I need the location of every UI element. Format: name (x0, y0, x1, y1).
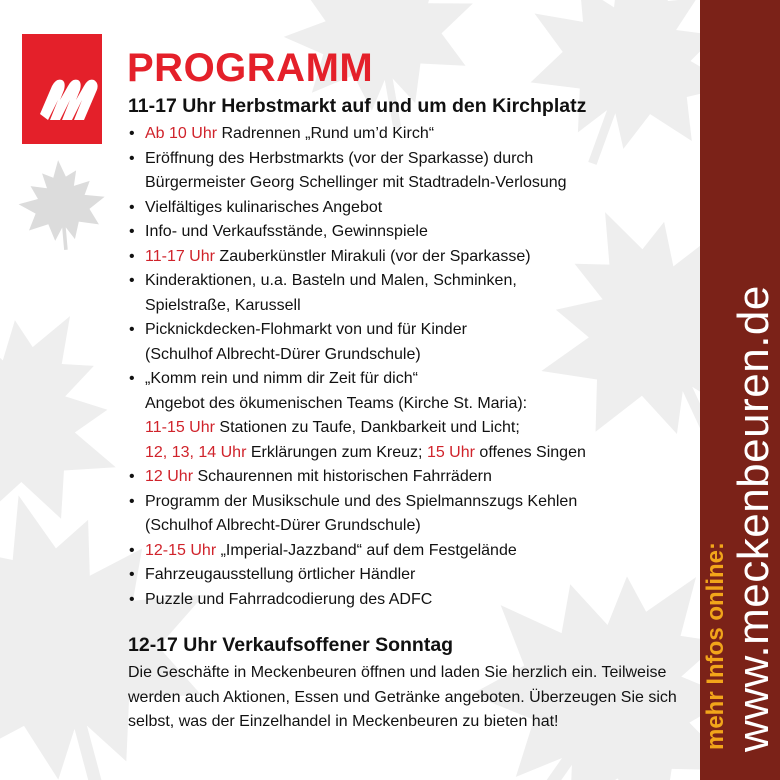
program-item-line (145, 343, 687, 368)
program-item-text: Puzzle und Fahrradcodierung des ADFC (145, 590, 433, 608)
program-item-line (145, 416, 687, 441)
program-item-line (145, 318, 687, 343)
program-item-text: „Imperial-Jazzband“ auf dem Festgelände (216, 541, 517, 559)
program-item-text: Zauberkünstler Mirakuli (vor der Sparkasse) (214, 247, 531, 265)
program-item-line (145, 490, 687, 515)
program-item-text: Schaurennen mit historischen Fahrrädern (193, 468, 492, 485)
program-item (127, 196, 687, 221)
program-item-line (145, 147, 687, 172)
program-item-text: Info- und Verkaufsstände, Gewinnspiele (145, 223, 428, 240)
program-item-text: Bürgermeister Georg Schellinger mit Stadtradeln-Verlosung (145, 174, 567, 191)
program-item-text: Fahrzeugausstellung örtlicher Händler (145, 566, 416, 583)
program-item-line (145, 171, 687, 196)
time-highlight: 12 Uhr (145, 468, 194, 485)
sidebar-banner (700, 0, 780, 780)
program-item (127, 367, 687, 465)
program-item (127, 465, 687, 490)
program-item-text: Angebot des ökumenischen Teams (Kirche St. Maria): (145, 394, 528, 412)
program-item-text: Radrennen „Rund um’d Kirch“ (217, 125, 435, 142)
program-item-line (145, 269, 687, 294)
website-url[interactable]: www.meckenbeuren.de (729, 285, 778, 752)
section-heading-verkaufsoffener-sonntag: 12-17 Uhr Verkaufsoffener Sonntag (128, 634, 454, 656)
page-title: PROGRAMM (127, 46, 374, 90)
program-item-line (145, 294, 687, 319)
m-logo-icon (22, 34, 102, 144)
program-item-text: (Schulhof Albrecht-Dürer Grundschule) (145, 345, 421, 363)
program-item-line (145, 220, 687, 245)
program-item-text: Stationen zu Taufe, Dankbarkeit und Licht; (214, 419, 520, 436)
time-highlight: 15 Uhr (426, 443, 475, 461)
program-item-text: Kinderaktionen, u.a. Basteln und Malen, Schminken, (145, 272, 517, 289)
program-item (127, 318, 687, 367)
program-item-line (145, 196, 687, 221)
program-item-line (145, 465, 687, 490)
program-item (127, 220, 687, 245)
program-item-text: Spielstraße, Karussell (145, 296, 301, 314)
program-item (127, 245, 687, 270)
program-item-text: offenes Singen (474, 443, 586, 461)
section-heading-herbstmarkt: 11-17 Uhr Herbstmarkt auf und um den Kirchplatz (128, 95, 587, 117)
program-item-line (145, 539, 687, 564)
program-item-text: Programm der Musikschule und des Spielmannszugs Kehlen (145, 492, 578, 510)
section-body-text: Die Geschäfte in Meckenbeuren öffnen und laden Sie herzlich ein. Teilweise werden auch Aktionen, Essen und Getränke angeboten. Überzeugen Sie sich selbst, was der Einzelhandel in Meckenbeuren zu bieten hat! (128, 664, 677, 730)
program-item-text: (Schulhof Albrecht-Dürer Grundschule) (145, 517, 421, 534)
time-highlight: 11-15 Uhr (145, 419, 215, 436)
sidebar-label: mehr Infos online: (702, 541, 729, 750)
program-item-text: „Komm rein und nimm dir Zeit für dich“ (145, 370, 418, 387)
program-item-text: Erklärungen zum Kreuz; (246, 443, 427, 461)
program-item-line (145, 245, 687, 270)
program-item (127, 269, 687, 318)
program-item-line (145, 514, 687, 539)
program-item-text: Picknickdecken-Flohmarkt von und für Kinder (145, 321, 467, 338)
program-item (127, 563, 687, 588)
brand-logo (22, 34, 102, 144)
program-item (127, 539, 687, 564)
program-item (127, 147, 687, 196)
program-item-line (145, 122, 687, 147)
program-item (127, 490, 687, 539)
program-item (127, 122, 687, 147)
time-highlight: 12, 13, 14 Uhr (145, 443, 247, 461)
program-item-line (145, 441, 687, 466)
program-list (127, 122, 687, 612)
program-item (127, 588, 687, 613)
program-item-line (145, 392, 687, 417)
time-highlight: 12-15 Uhr (145, 541, 217, 559)
program-item-text: Eröffnung des Herbstmarkts (vor der Sparkasse) durch (145, 149, 534, 167)
program-item-line (145, 367, 687, 392)
time-highlight: 11-17 Uhr (145, 247, 215, 265)
time-highlight: Ab 10 Uhr (145, 125, 218, 142)
program-item-text: Vielfältiges kulinarisches Angebot (145, 198, 383, 216)
program-item-line (145, 563, 687, 588)
program-item-line (145, 588, 687, 613)
